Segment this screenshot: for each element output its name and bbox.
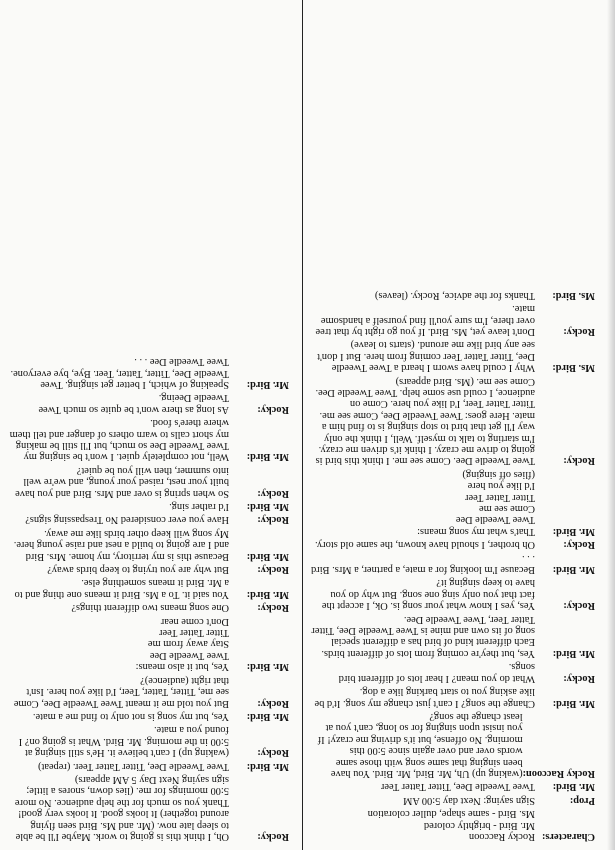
dialogue-line: Yes, yes I know what your song is. Ok, I accept the fact that you only sing one song. But why do you have to keep singing it? bbox=[321, 577, 535, 612]
dialogue-entry bbox=[9, 577, 289, 600]
dialogue-entry bbox=[9, 602, 289, 613]
dialogue-text bbox=[9, 464, 229, 498]
dialogue-line: Well, not completely quiet. I won't be singing my Twee Tweedle Dee so much, but I'll still be making my short calls to warn others of danger and tell them where there's food. bbox=[9, 417, 229, 463]
dialogue-line: Don't leave yet, Ms. Bird. If you go right by that tree over there, I'm sure you'll find yourself a handsome mate. bbox=[315, 303, 535, 337]
dialogue-entry bbox=[310, 794, 595, 805]
speaker-name: Mr. Bird: bbox=[246, 501, 289, 513]
dialogue-entry bbox=[9, 760, 289, 771]
dialogue-entry bbox=[310, 552, 595, 575]
dialogue-text bbox=[310, 375, 535, 466]
dialogue-text bbox=[9, 514, 229, 525]
dialogue-entry bbox=[9, 774, 289, 842]
dialogue-text bbox=[9, 711, 229, 722]
dialogue-entry bbox=[310, 303, 595, 337]
dialogue-line: Yes, but my song is not only to find me a mate. bbox=[32, 710, 229, 722]
dialogue-line: As long as there won't be quite so much Twee Tweedle Deeing. bbox=[38, 392, 229, 415]
dialogue-line: Oh brother, I should have known, the same old story. bbox=[315, 539, 535, 551]
dialogue-text bbox=[9, 501, 229, 512]
dialogue-entry bbox=[9, 615, 289, 672]
dialogue-line: Ms. Bird - same shape, duller coloration bbox=[367, 808, 535, 820]
dialogue-line: Mr. Bird - brightly colored bbox=[423, 819, 535, 831]
dialogue-text bbox=[9, 760, 229, 771]
dialogue-text bbox=[310, 613, 535, 659]
dialogue-line: Twee Tweedle Dee, Titter Tatter Teer bbox=[380, 781, 535, 793]
dialogue-line: One song means two different things? bbox=[71, 602, 229, 614]
dialogue-line: Titter Tatter Teer bbox=[465, 491, 535, 503]
dialogue-text bbox=[9, 602, 229, 613]
dialogue-text bbox=[9, 527, 229, 561]
speaker-name: Mr. Bird: bbox=[246, 451, 289, 463]
dialogue-text bbox=[9, 724, 229, 758]
dialogue-entry bbox=[9, 501, 289, 512]
dialogue-line: Don't come near bbox=[160, 615, 229, 627]
dialogue-text bbox=[310, 339, 535, 373]
speaker-name: Rocky: bbox=[257, 697, 289, 709]
speaker-name: Mr. Bird: bbox=[246, 760, 289, 772]
left-column bbox=[310, 8, 595, 842]
dialogue-line: Come see me bbox=[479, 503, 535, 515]
speaker-name: Mr. Bird: bbox=[552, 564, 595, 576]
dialogue-text bbox=[310, 577, 535, 611]
dialogue-line: Titter Tatter Teer bbox=[159, 627, 229, 639]
dialogue-line: Oh, I think this is going to work. Maybe I'll be able to sleep late now. (Mr. and Ms. Bird seen flying around together) It looks good. It looks very good! Thank you so much for the help audience. No more 5:00 mornings for me. (lies down, snores a little; sign saying Next Day 5 AM appears) bbox=[14, 773, 229, 842]
dialogue-line: Yes, but it also means: bbox=[135, 661, 229, 673]
dialogue-entry bbox=[9, 514, 289, 525]
dialogue-line: Change the song? I can't just change my song. It'd be like asking you to start barking like a dog. bbox=[314, 686, 535, 709]
dialogue-entry bbox=[9, 464, 289, 498]
dialogue-text bbox=[310, 289, 535, 300]
dialogue-entry bbox=[310, 613, 595, 659]
dialogue-text bbox=[9, 392, 229, 415]
speaker-name: Ms. Bird: bbox=[552, 362, 595, 374]
dialogue-text bbox=[310, 468, 535, 536]
dialogue-text bbox=[310, 539, 535, 550]
dialogue-text bbox=[9, 564, 229, 575]
speaker-name: Rocky: bbox=[563, 325, 595, 337]
speaker-name: Characters: bbox=[541, 831, 595, 842]
dialogue-entry bbox=[310, 539, 595, 550]
dialogue-line: Yes, but they're coming from lots of different birds. Each different kind of bird has a different special song of its own and mine is Twee Tweedle Dee, Titter Tatter Teer, Twee Tweedle Dee. bbox=[311, 613, 535, 659]
dialogue-text bbox=[310, 781, 535, 792]
dialogue-line: But you told me it meant Twee Tweedle Dee, Come see me, Titter, Tatter, Teer, I'd like you here. Isn't that right (audience)? bbox=[13, 674, 229, 709]
dialogue-line: (waking up) I can't believe it. He's still singing at 5:00 in the morning. Mr. Bird. What is going on? I found you a mate. bbox=[18, 724, 229, 759]
dialogue-line: That's what my song means: bbox=[417, 525, 535, 537]
dialogue-text bbox=[9, 417, 229, 463]
dialogue-entry bbox=[310, 686, 595, 709]
speaker-name: Prop: bbox=[569, 794, 595, 806]
dialogue-entry bbox=[310, 781, 595, 792]
speaker-name: Ms. Bird: bbox=[552, 289, 595, 301]
speaker-name: Mr. Bird: bbox=[552, 647, 595, 659]
speaker-name: Mr. Bird: bbox=[552, 697, 595, 709]
speaker-name: Rocky: bbox=[257, 403, 289, 415]
dialogue-line: I'd rather sing. bbox=[169, 501, 229, 513]
dialogue-text bbox=[9, 774, 229, 842]
dialogue-entry bbox=[9, 392, 289, 415]
dialogue-entry bbox=[9, 711, 289, 722]
dialogue-entry bbox=[9, 417, 289, 463]
dialogue-line: Twee Tweedle Dee. Come see me. I think this bird is going to drive me crazy. I think it's driven me crazy. I'm starting to talk to myself. Well, I think the only way I'll get that bird to stop singing is to find him a mate. Here goes: Twee Tweedle Dee, Come see me. Titter Tatter Teer, I'd like you here. Come on audience, I could use some help. Twee Tweedle Dee. Come see me. (Ms. Bird appears) bbox=[315, 375, 535, 467]
speaker-name: Rocky: bbox=[563, 539, 595, 551]
dialogue-line: Thanks for the advice, Rocky. (leaves) bbox=[374, 289, 535, 301]
dialogue-entry bbox=[310, 468, 595, 536]
speaker-name: Rocky: bbox=[257, 602, 289, 614]
dialogue-line: Twee Tweedle Dee bbox=[149, 649, 229, 661]
dialogue-text bbox=[310, 552, 535, 575]
speaker-name: Rocky: bbox=[257, 747, 289, 759]
speaker-name: Mr. Bird: bbox=[246, 661, 289, 673]
dialogue-line: I'd like you here bbox=[467, 480, 535, 492]
dialogue-text bbox=[310, 711, 523, 779]
dialogue-entry bbox=[310, 661, 595, 684]
dialogue-line: Stay away from me bbox=[147, 638, 229, 650]
dialogue-text bbox=[9, 577, 229, 600]
dialogue-entry bbox=[9, 674, 289, 708]
dialogue-line: Rocky Raccoon bbox=[468, 831, 535, 842]
dialogue-line: Twee Tweedle Dee bbox=[455, 514, 535, 526]
dialogue-entry bbox=[9, 564, 289, 575]
dialogue-text bbox=[9, 356, 229, 390]
right-column bbox=[9, 8, 289, 842]
dialogue-entry bbox=[310, 808, 595, 842]
dialogue-line: What do you mean? I hear lots of different bird songs. bbox=[338, 661, 535, 684]
speaker-name: Rocky: bbox=[563, 672, 595, 684]
dialogue-line: Why I could have sworn I heard a Twee Tweedle Dee, Titter Tatter Teer coming from here. But I don't see any bird like me around. (starts to leave) bbox=[317, 339, 535, 374]
dialogue-line: Sign saying: Next day 5:00 AM bbox=[403, 794, 535, 806]
dialogue-text bbox=[310, 686, 535, 709]
dialogue-entry bbox=[310, 289, 595, 300]
dialogue-line: You said it. To a Ms. Bird it means one thing and to a Mr. Bird it means something else. bbox=[14, 577, 229, 600]
dialogue-line: Have you ever considered No Trespassing signs? bbox=[25, 514, 229, 526]
dialogue-entry bbox=[9, 356, 289, 390]
dialogue-line: So when spring is over and Mrs. Bird and you have built your nest, raised your young, and we're well into summer, then will you be quiet? bbox=[15, 464, 229, 499]
dialogue-text bbox=[310, 808, 535, 842]
speaker-name: Mr. Bird: bbox=[246, 550, 289, 562]
dialogue-text bbox=[310, 303, 535, 337]
speaker-name: Mr. Bird: bbox=[552, 525, 595, 537]
speaker-name: Mr. Bird: bbox=[246, 588, 289, 600]
speaker-name: Rocky: bbox=[563, 600, 595, 612]
speaker-name: Rocky: bbox=[257, 831, 289, 842]
dialogue-entry bbox=[310, 375, 595, 466]
dialogue-entry bbox=[310, 577, 595, 611]
speaker-name: Mr. Bird: bbox=[552, 781, 595, 793]
speaker-name: Rocky: bbox=[257, 514, 289, 526]
dialogue-text bbox=[9, 615, 229, 672]
speaker-name: Rocky: bbox=[257, 487, 289, 499]
dialogue-entry bbox=[310, 339, 595, 373]
dialogue-text bbox=[310, 661, 535, 684]
speaker-name: Rocky Raccoon: bbox=[522, 767, 595, 779]
dialogue-text bbox=[9, 674, 229, 708]
dialogue-entry bbox=[310, 711, 595, 779]
speaker-name: Rocky: bbox=[563, 455, 595, 467]
dialogue-line: But why are you trying to keep birds away? bbox=[47, 564, 229, 576]
dialogue-line: Because this is my territory, my home. Mrs. Bird and I are going to build a nest and raise young here. My song will keep other birds like me away. bbox=[13, 527, 229, 562]
dialogue-line: (flies off singing) bbox=[462, 468, 535, 480]
dialogue-entry bbox=[9, 724, 289, 758]
dialogue-line: Speaking of which, I better get singing. Twee Tweedle Dee, Titter, Tatter, Teer. Bye, bye everyone. Twee Tweedle Dee . . . bbox=[10, 356, 229, 390]
dialogue-line: Twee Tweedle Dee, Titter Tatter Teer. (repeat) bbox=[38, 760, 229, 772]
speaker-name: Rocky: bbox=[257, 564, 289, 576]
speaker-name: Mr. Bird: bbox=[246, 378, 289, 390]
dialogue-text bbox=[310, 794, 535, 805]
column-divider bbox=[302, 0, 303, 850]
dialogue-line: (waking up) Uh, Mr. Bird, Mr. Bird. You have been singing that same song with those same words over and over again since 5:00 this morning. No offense, but it's driving me crazy! If you insist upon singing for so long, can't you at least change the song? bbox=[317, 710, 523, 779]
dialogue-line: Because I'm looking for a mate, a partner, a Mrs. Bird . . . bbox=[311, 552, 535, 576]
speaker-name: Mr. Bird: bbox=[246, 710, 289, 722]
dialogue-entry bbox=[9, 527, 289, 561]
